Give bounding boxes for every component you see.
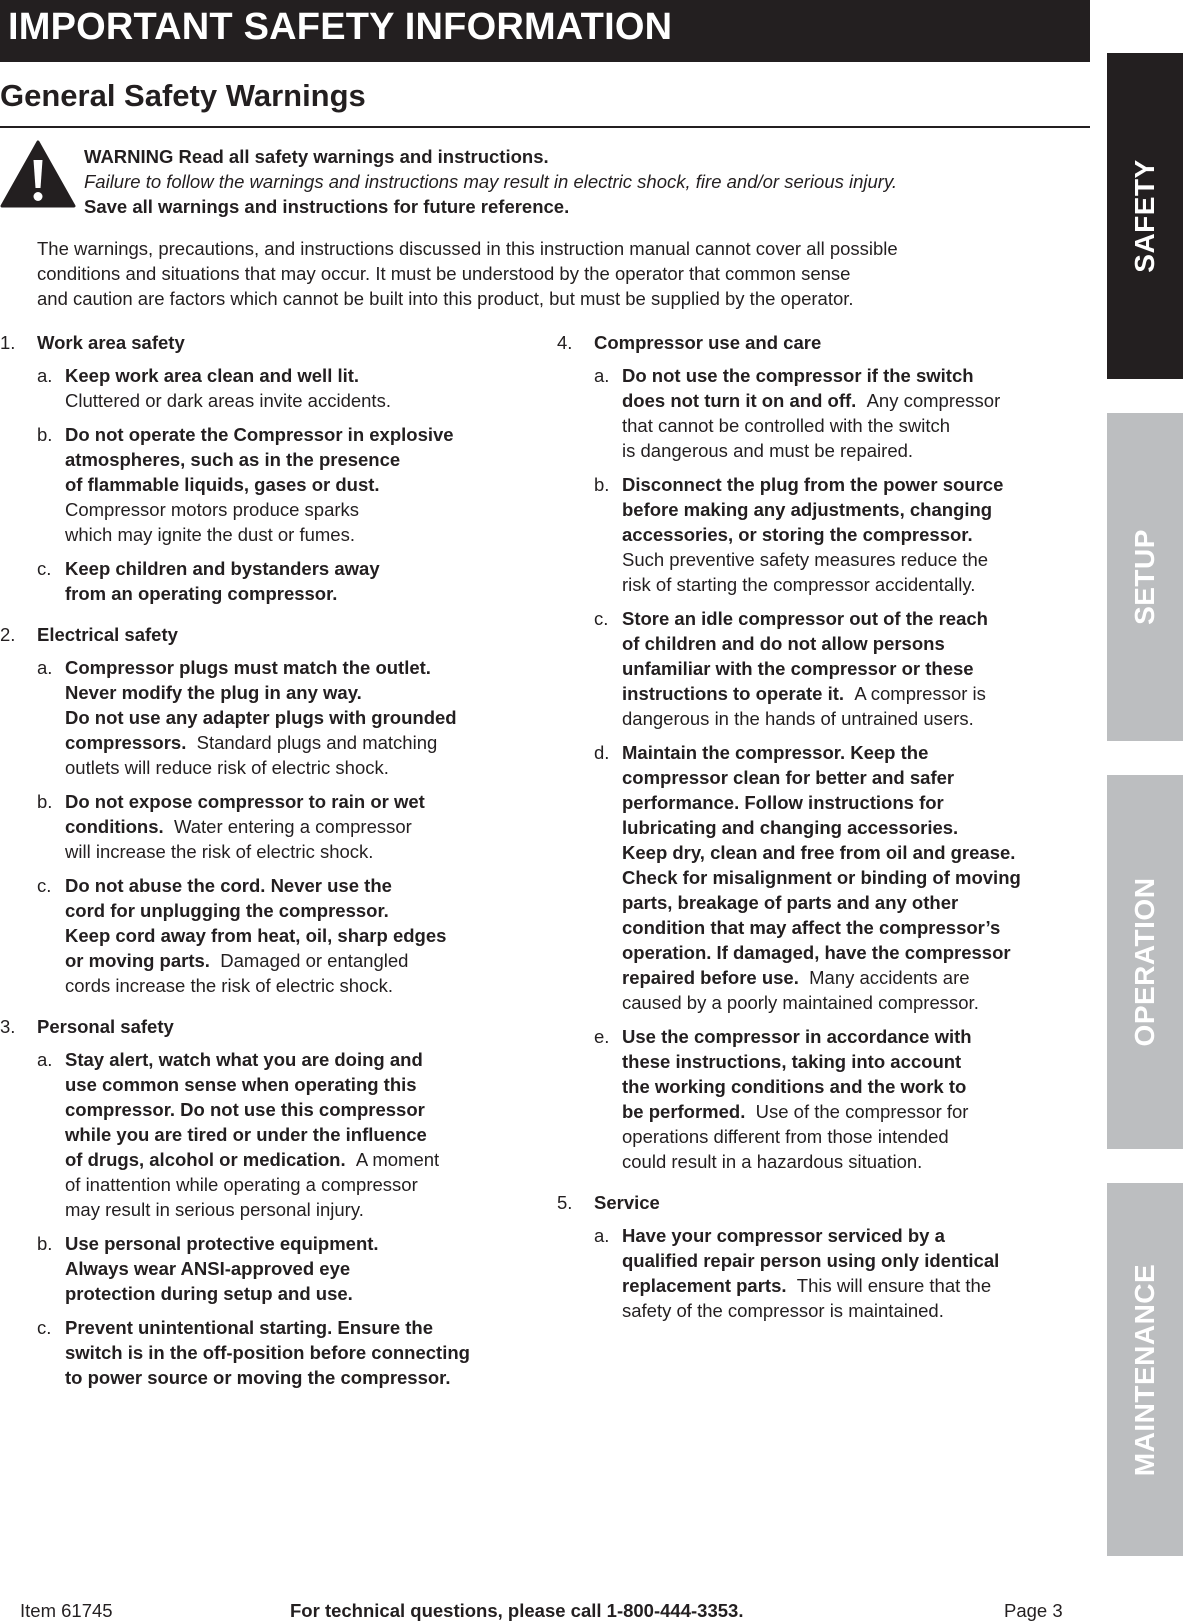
warning-line: Save all warnings and instructions for future reference.: [84, 196, 570, 217]
tab-maintenance[interactable]: [1107, 1183, 1183, 1556]
list-item: [0, 873, 530, 998]
item-line: [65, 1281, 530, 1306]
item-letter: a.: [37, 365, 53, 386]
divider: [0, 126, 1090, 128]
item-bold-text: unfamiliar with the compressor or these: [622, 658, 974, 679]
item-line: [622, 1223, 1082, 1248]
section-number: 4.: [557, 332, 573, 353]
item-bold-text: or moving parts.: [65, 950, 210, 971]
item-normal-text: Any compressor: [866, 390, 1001, 411]
item-normal-text: Damaged or entangled: [220, 950, 409, 971]
item-bold-text: atmospheres, such as in the presence: [65, 449, 401, 470]
item-line: [622, 388, 1082, 413]
item-line: [622, 890, 1082, 915]
item-normal-text: Water entering a compressor: [173, 816, 412, 837]
item-text: [622, 1024, 1082, 1174]
section-heading: [557, 1190, 1082, 1215]
section-heading: [0, 330, 530, 355]
item-line: [65, 447, 530, 472]
item-line: [65, 789, 530, 814]
warning-line: WARNING Read all safety warnings and instructions.: [84, 146, 549, 167]
item-line: [622, 790, 1082, 815]
item-normal-text: Standard plugs and matching: [196, 732, 438, 753]
item-normal-text: Compressor motors produce sparks: [65, 499, 360, 520]
page-number: Page 3: [1004, 1600, 1063, 1621]
list-item: [557, 1024, 1082, 1174]
item-bold-text: protection during setup and use.: [65, 1283, 353, 1304]
item-bold-text: Do not expose compressor to rain or wet: [65, 791, 425, 812]
item-bold-text: Do not abuse the cord. Never use the: [65, 875, 392, 896]
item-text: [622, 363, 1082, 463]
item-line: [65, 948, 530, 973]
item-normal-text: operations different from those intended: [622, 1126, 949, 1147]
item-line: [65, 680, 530, 705]
item-normal-text: Cluttered or dark areas invite accidents.: [65, 390, 391, 411]
item-bold-text: performance. Follow instructions for: [622, 792, 944, 813]
item-line: [622, 497, 1082, 522]
item-text: [65, 789, 530, 864]
item-letter: b.: [37, 1233, 53, 1254]
list-item: [557, 363, 1082, 463]
intro-paragraph: [37, 236, 1057, 311]
safety-section: [0, 622, 530, 998]
list-item: [0, 1231, 530, 1306]
item-line: [65, 556, 530, 581]
item-text: [622, 606, 1082, 731]
item-normal-text: Many accidents are: [809, 967, 970, 988]
item-text: [622, 1223, 1082, 1323]
section-heading: [557, 330, 1082, 355]
warning-triangle-icon: [0, 140, 76, 208]
section-heading-text: Compressor use and care: [594, 332, 822, 353]
item-bold-text: of children and do not allow persons: [622, 633, 945, 654]
list-item: [557, 1223, 1082, 1323]
item-normal-text: could result in a hazardous situation.: [622, 1151, 923, 1172]
list-item: [0, 655, 530, 780]
item-bold-text: Do not use any adapter plugs with grounded: [65, 707, 457, 728]
safety-section: [0, 1014, 530, 1390]
item-letter: c.: [594, 608, 609, 629]
item-letter: a.: [37, 657, 53, 678]
tab-label: SAFETY: [1129, 159, 1160, 273]
item-line: [65, 655, 530, 680]
item-bold-text: replacement parts.: [622, 1275, 787, 1296]
item-normal-text: This will ensure that the: [796, 1275, 992, 1296]
item-line: [622, 815, 1082, 840]
item-normal-text: of inattention while operating a compressor: [65, 1174, 418, 1195]
item-bold-text: compressor. Do not use this compressor: [65, 1099, 425, 1120]
warning-line: Failure to follow the warnings and instructions may result in electric shock, fire and/or serious injury.: [84, 171, 897, 192]
right-column: [557, 330, 1082, 1339]
item-line: [65, 1231, 530, 1256]
section-heading: [0, 1014, 530, 1039]
section-number: 2.: [0, 624, 16, 645]
item-line: [65, 422, 530, 447]
item-list: [0, 655, 530, 998]
list-item: [557, 472, 1082, 597]
list-item: [0, 1315, 530, 1390]
item-line: [622, 1273, 1082, 1298]
item-text: [622, 740, 1082, 1015]
item-line: [65, 1340, 530, 1365]
item-line: [65, 472, 530, 497]
item-line: [65, 1122, 530, 1147]
item-bold-text: to power source or moving the compressor.: [65, 1367, 451, 1388]
item-normal-text: will increase the risk of electric shock.: [65, 841, 374, 862]
item-bold-text: qualified repair person using only identical: [622, 1250, 1000, 1271]
item-bold-text: Do not use the compressor if the switch: [622, 365, 974, 386]
item-text: [65, 363, 530, 413]
list-item: [557, 606, 1082, 731]
list-item: [0, 556, 530, 606]
section-number: 1.: [0, 332, 16, 353]
item-line: [65, 363, 530, 388]
tab-operation[interactable]: [1107, 775, 1183, 1149]
item-normal-text: A moment: [355, 1149, 440, 1170]
item-bold-text: Have your compressor serviced by a: [622, 1225, 945, 1246]
item-normal-text: Such preventive safety measures reduce the: [622, 549, 989, 570]
item-bold-text: Use personal protective equipment.: [65, 1233, 379, 1254]
item-normal-text: A compressor is: [854, 683, 986, 704]
item-line: [622, 363, 1082, 388]
item-line: [65, 1097, 530, 1122]
list-item: [0, 1047, 530, 1222]
intro-line: and caution are factors which cannot be built into this product, but must be supplied by the operator.: [37, 288, 854, 309]
list-item: [557, 740, 1082, 1015]
item-text: [65, 873, 530, 998]
item-list: [557, 1223, 1082, 1323]
item-letter: e.: [594, 1026, 610, 1047]
warning-statement: [84, 144, 897, 219]
header-bar: [0, 0, 1090, 62]
item-normal-text: dangerous in the hands of untrained users.: [622, 708, 974, 729]
item-bold-text: compressors.: [65, 732, 187, 753]
item-list: [0, 363, 530, 606]
item-bold-text: Keep dry, clean and free from oil and grease.: [622, 842, 1016, 863]
item-bold-text: use common sense when operating this: [65, 1074, 417, 1095]
section-heading-text: Electrical safety: [37, 624, 178, 645]
intro-line: conditions and situations that may occur. It must be understood by the operator that common sense: [37, 263, 851, 284]
tab-safety[interactable]: [1107, 53, 1183, 379]
item-bold-text: condition that may affect the compressor’s: [622, 917, 1001, 938]
item-normal-text: that cannot be controlled with the switch: [622, 415, 951, 436]
item-list: [557, 363, 1082, 1174]
item-letter: c.: [37, 558, 52, 579]
item-line: [622, 915, 1082, 940]
item-line: [622, 865, 1082, 890]
section-heading-text: Service: [594, 1192, 660, 1213]
item-bold-text: lubricating and changing accessories.: [622, 817, 959, 838]
list-item: [0, 789, 530, 864]
item-bold-text: Always wear ANSI-approved eye: [65, 1258, 351, 1279]
item-bold-text: before making any adjustments, changing: [622, 499, 993, 520]
item-normal-text: safety of the compressor is maintained.: [622, 1300, 944, 1321]
item-bold-text: switch is in the off-position before connecting: [65, 1342, 470, 1363]
item-bold-text: Keep children and bystanders away: [65, 558, 380, 579]
safety-section: [557, 1190, 1082, 1323]
item-normal-text: caused by a poorly maintained compressor.: [622, 992, 979, 1013]
section-heading: [0, 622, 530, 647]
item-text: [65, 422, 530, 547]
item-bold-text: conditions.: [65, 816, 164, 837]
section-heading-text: Work area safety: [37, 332, 185, 353]
item-bold-text: Stay alert, watch what you are doing and: [65, 1049, 423, 1070]
item-letter: a.: [594, 1225, 610, 1246]
item-bold-text: Do not operate the Compressor in explosive: [65, 424, 454, 445]
item-text: [65, 1231, 530, 1306]
item-line: [622, 765, 1082, 790]
item-normal-text: outlets will reduce risk of electric shock.: [65, 757, 389, 778]
item-bold-text: instructions to operate it.: [622, 683, 845, 704]
item-bold-text: the working conditions and the work to: [622, 1076, 967, 1097]
section-heading-text: Personal safety: [37, 1016, 174, 1037]
item-text: [65, 1315, 530, 1390]
tab-setup[interactable]: [1107, 413, 1183, 741]
item-bold-text: Check for misalignment or binding of moving: [622, 867, 1021, 888]
section-number: 5.: [557, 1192, 573, 1213]
item-bold-text: from an operating compressor.: [65, 583, 338, 604]
item-line: [622, 606, 1082, 631]
item-bold-text: these instructions, taking into account: [622, 1051, 962, 1072]
item-bold-text: of flammable liquids, gases or dust.: [65, 474, 380, 495]
support-phone: For technical questions, please call 1-800-444-3353.: [290, 1600, 744, 1621]
item-line: [65, 705, 530, 730]
item-letter: a.: [37, 1049, 53, 1070]
list-item: [0, 363, 530, 413]
item-line: [65, 898, 530, 923]
item-list: [0, 1047, 530, 1390]
item-line: [622, 740, 1082, 765]
item-bold-text: Compressor plugs must match the outlet.: [65, 657, 431, 678]
item-bold-text: Maintain the compressor. Keep the: [622, 742, 929, 763]
item-letter: c.: [37, 1317, 52, 1338]
item-normal-text: which may ignite the dust or fumes.: [65, 524, 355, 545]
item-letter: b.: [37, 424, 53, 445]
item-line: [622, 1049, 1082, 1074]
item-bold-text: Use the compressor in accordance with: [622, 1026, 972, 1047]
tab-label: OPERATION: [1129, 877, 1160, 1047]
left-column: [0, 330, 530, 1406]
item-bold-text: Keep work area clean and well lit.: [65, 365, 360, 386]
item-line: [65, 814, 530, 839]
item-text: [65, 556, 530, 606]
item-letter: a.: [594, 365, 610, 386]
safety-section: [0, 330, 530, 606]
item-normal-text: Use of the compressor for: [755, 1101, 969, 1122]
item-line: [65, 923, 530, 948]
section-title: General Safety Warnings: [0, 78, 366, 113]
item-line: [65, 1047, 530, 1072]
item-line: [622, 681, 1082, 706]
tab-label: SETUP: [1129, 529, 1160, 625]
item-text: [622, 472, 1082, 597]
item-line: [65, 1147, 530, 1172]
item-normal-text: cords increase the risk of electric shock.: [65, 975, 393, 996]
item-letter: b.: [37, 791, 53, 812]
item-line: [65, 1256, 530, 1281]
item-line: [65, 1365, 530, 1390]
item-bold-text: of drugs, alcohol or medication.: [65, 1149, 346, 1170]
item-line: [622, 522, 1082, 547]
item-bold-text: parts, breakage of parts and any other: [622, 892, 959, 913]
item-letter: c.: [37, 875, 52, 896]
page-title: IMPORTANT SAFETY INFORMATION: [8, 6, 673, 48]
item-line: [622, 840, 1082, 865]
item-line: [622, 1074, 1082, 1099]
item-normal-text: may result in serious personal injury.: [65, 1199, 364, 1220]
item-bold-text: Keep cord away from heat, oil, sharp edges: [65, 925, 447, 946]
item-line: [622, 1248, 1082, 1273]
item-bold-text: Store an idle compressor out of the reach: [622, 608, 988, 629]
item-bold-text: does not turn it on and off.: [622, 390, 857, 411]
item-bold-text: repaired before use.: [622, 967, 799, 988]
item-bold-text: compressor clean for better and safer: [622, 767, 955, 788]
item-bold-text: be performed.: [622, 1101, 746, 1122]
item-line: [622, 656, 1082, 681]
item-text: [65, 655, 530, 780]
list-item: [0, 422, 530, 547]
section-number: 3.: [0, 1016, 16, 1037]
item-line: [622, 1099, 1082, 1124]
item-line: [65, 730, 530, 755]
item-number: Item 61745: [20, 1600, 113, 1621]
item-bold-text: Never modify the plug in any way.: [65, 682, 362, 703]
item-bold-text: accessories, or storing the compressor.: [622, 524, 973, 545]
item-line: [622, 472, 1082, 497]
item-bold-text: cord for unplugging the compressor.: [65, 900, 389, 921]
item-line: [622, 940, 1082, 965]
item-bold-text: Disconnect the plug from the power source: [622, 474, 1004, 495]
item-bold-text: Prevent unintentional starting. Ensure the: [65, 1317, 433, 1338]
safety-section: [557, 330, 1082, 1174]
item-line: [622, 965, 1082, 990]
item-bold-text: operation. If damaged, have the compressor: [622, 942, 1011, 963]
item-line: [65, 873, 530, 898]
tab-label: MAINTENANCE: [1129, 1263, 1160, 1476]
item-bold-text: while you are tired or under the influence: [65, 1124, 427, 1145]
item-letter: d.: [594, 742, 610, 763]
intro-line: The warnings, precautions, and instructions discussed in this instruction manual cannot cover all possible: [37, 238, 898, 259]
item-line: [622, 631, 1082, 656]
item-line: [65, 1315, 530, 1340]
item-line: [65, 581, 530, 606]
item-letter: b.: [594, 474, 610, 495]
item-normal-text: is dangerous and must be repaired.: [622, 440, 914, 461]
item-text: [65, 1047, 530, 1222]
item-line: [65, 1072, 530, 1097]
item-line: [622, 1024, 1082, 1049]
item-normal-text: risk of starting the compressor accidentally.: [622, 574, 976, 595]
